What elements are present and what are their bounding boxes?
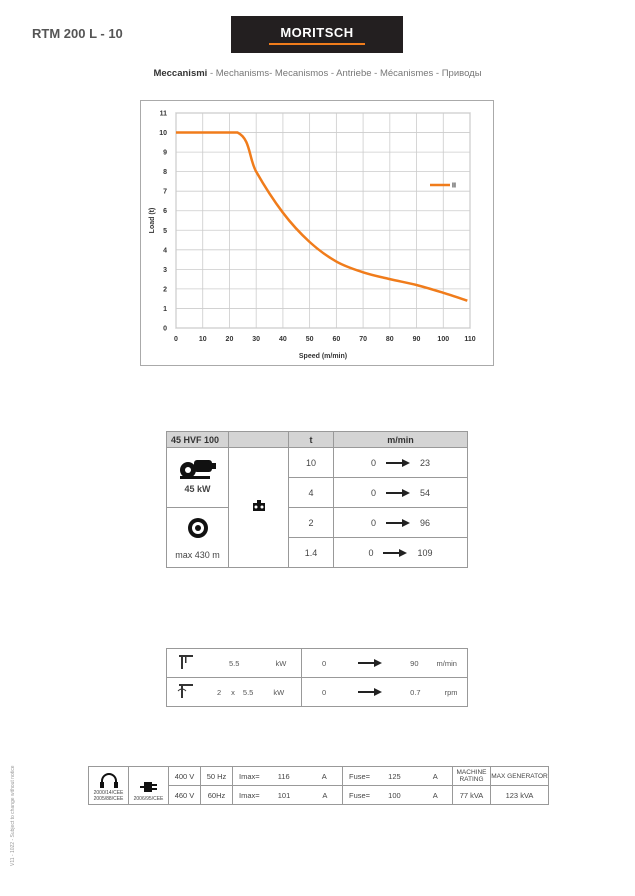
slewing-power-unit: kW [273, 687, 285, 697]
hoist-row-2-speed [334, 478, 468, 508]
hoist-blank-header [229, 432, 289, 448]
arrow-icon [386, 459, 410, 467]
trolley-icon [177, 654, 195, 672]
trolley-from: 0 [322, 658, 327, 668]
power-plug-icon [129, 780, 168, 796]
y-tick-label: 11 [159, 110, 167, 118]
hoist-row-4-t: 1.4 [289, 538, 334, 568]
fuse-unit-2: A [432, 790, 438, 800]
arrow-icon [358, 688, 382, 696]
x-tick-label: 70 [359, 336, 367, 343]
imax-cell-2 [233, 786, 343, 805]
freq-2: 60Hz [201, 786, 233, 805]
slewing-speed-cell [302, 678, 468, 707]
max-generator-header: MAX GENERATOR [491, 767, 549, 786]
y-tick-label: 8 [163, 169, 167, 177]
legend-label: II [452, 182, 456, 190]
mechanisms-heading-bold: Meccanismi [153, 68, 208, 79]
imax-label-2: Imax= [239, 790, 260, 800]
max-generator-value: 123 kVA [491, 786, 549, 805]
hoist-title: 45 HVF 100 [167, 432, 229, 448]
fuse-label-1: Fuse= [349, 771, 371, 781]
chart-svg [141, 101, 493, 365]
hoist-row-2-from: 0 [370, 487, 376, 498]
x-tick-label: 60 [332, 336, 341, 343]
x-tick-label: 90 [412, 336, 421, 343]
imax-label-1: Imax= [239, 771, 260, 781]
imax-unit-2: A [322, 790, 328, 800]
y-tick-label: 2 [163, 286, 167, 294]
mechanisms-heading-rest: - Mechanisms- Mecanismos - Antriebe - Mécanismes - Приводы [207, 68, 482, 79]
fuse-value-2: 100 [388, 790, 401, 800]
imax-value-2: 101 [277, 790, 291, 800]
x-tick-label: 30 [252, 336, 261, 343]
slewing-from: 0 [322, 687, 327, 697]
winch-motor-icon [167, 454, 228, 484]
motor-cell [167, 448, 229, 508]
x-tick-label: 110 [464, 336, 476, 343]
hoist-row-2-to: 54 [420, 487, 431, 498]
freq-1: 50 Hz [201, 767, 233, 786]
noise-headphones-icon [89, 772, 128, 790]
drum-cell [167, 508, 229, 568]
hoist-col-t: t [289, 432, 334, 448]
arrow-icon [386, 519, 410, 527]
y-tick-label: 0 [163, 325, 167, 333]
fuse-cell-2 [343, 786, 453, 805]
hoist-row-1-t: 10 [289, 448, 334, 478]
noise-cell [89, 767, 129, 805]
slewing-qty: 2 [217, 687, 222, 697]
imax-unit-1: A [321, 771, 327, 781]
slewing-power: 5.5 [242, 687, 254, 697]
y-tick-label: 6 [163, 208, 167, 216]
trolley-power: 5.5 [229, 658, 240, 668]
voltage-2: 460 V [169, 786, 201, 805]
slewing-unit: rpm [444, 687, 458, 697]
plug-cell [129, 767, 169, 805]
power-table [88, 766, 549, 805]
machine-rating-value: 77 kVA [453, 786, 491, 805]
brand-logo [231, 16, 403, 53]
x-tick-label: 100 [437, 336, 450, 343]
gearbox-cell [229, 448, 289, 568]
motor-power: 45 kW [184, 484, 211, 494]
x-axis-label: Speed (m/min) [298, 353, 348, 360]
cable-drum-icon [167, 516, 228, 542]
hoist-col-speed: m/min [334, 432, 468, 448]
hoist-row-1-to: 23 [420, 457, 431, 468]
hoist-row-3-to: 96 [420, 517, 431, 528]
y-tick-label: 10 [159, 130, 167, 138]
hoist-row-4-to: 109 [417, 547, 433, 558]
fuse-value-1: 125 [388, 771, 401, 781]
x-tick-label: 20 [225, 336, 234, 343]
x-tick-label: 40 [279, 336, 287, 343]
y-tick-label: 1 [163, 305, 167, 313]
load-speed-chart [140, 100, 494, 366]
hoist-row-3-t: 2 [289, 508, 334, 538]
arrow-icon [383, 549, 407, 557]
drive-table [166, 648, 468, 707]
arrow-icon [386, 489, 410, 497]
hoist-row-3-from: 0 [370, 517, 376, 528]
side-note: V11 - 1022 - Subject to change without notice [10, 765, 16, 866]
hoist-row-4-speed [334, 538, 468, 568]
plot-area [176, 113, 470, 328]
slewing-x: x [231, 687, 235, 697]
trolley-unit: m/min [436, 658, 457, 668]
machine-rating-header: MACHINE RATING [453, 767, 491, 786]
arrow-icon [358, 659, 382, 667]
x-tick-label: 10 [198, 336, 207, 343]
fuse-unit-1: A [432, 771, 438, 781]
mechanisms-heading [0, 68, 635, 79]
trolley-to: 90 [410, 658, 419, 668]
plug-norm: 2006/95/CEE [133, 796, 164, 802]
x-tick-label: 50 [305, 336, 314, 343]
y-tick-label: 5 [163, 227, 167, 235]
drum-capacity: max 430 m [175, 550, 220, 560]
y-tick-label: 9 [163, 149, 167, 157]
brand-name: MORITSCH [280, 25, 354, 40]
trolley-speed-cell [302, 649, 468, 678]
x-tick-label: 80 [385, 336, 394, 343]
y-tick-label: 7 [163, 188, 167, 196]
trolley-power-unit: kW [275, 658, 287, 668]
hoist-row-3-speed [334, 508, 468, 538]
logo-underline [269, 43, 365, 45]
y-axis-label: Load (t) [149, 207, 156, 234]
y-tick-label: 4 [163, 247, 167, 255]
gearbox-icon [252, 506, 266, 516]
fuse-label-2: Fuse= [349, 790, 371, 800]
hoist-row-2-t: 4 [289, 478, 334, 508]
fuse-cell-1 [343, 767, 453, 786]
hoist-row-1-speed [334, 448, 468, 478]
voltage-1: 400 V [169, 767, 201, 786]
hoist-table [166, 431, 468, 568]
hoist-row-4-from: 0 [368, 547, 374, 558]
slewing-to: 0.7 [410, 687, 421, 697]
hoist-row-1-from: 0 [370, 457, 376, 468]
noise-norms: 2000/14/CEE 2005/88/CEE [93, 790, 124, 802]
slewing-icon [177, 683, 195, 701]
y-tick-label: 3 [163, 266, 167, 274]
trolley-cell [167, 649, 302, 678]
x-tick-label: 0 [174, 336, 178, 343]
imax-value-1: 116 [277, 771, 290, 781]
imax-cell-1 [233, 767, 343, 786]
slewing-cell [167, 678, 302, 707]
model-title: RTM 200 L - 10 [32, 26, 123, 41]
